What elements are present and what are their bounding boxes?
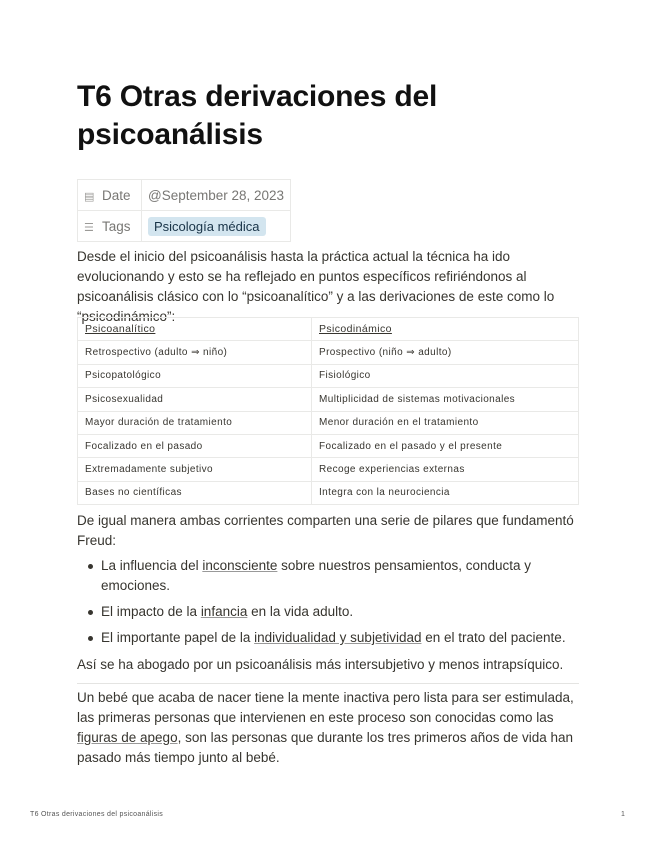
pillars-intro: De igual manera ambas corrientes comparten una serie de pilares que fundamentó Freud: bbox=[77, 513, 574, 548]
psicoanalitico-cell: Focalizado en el pasado bbox=[78, 434, 312, 457]
pillars-list bbox=[77, 556, 579, 654]
psicoanalitico-cell: Extremadamente subjetivo bbox=[78, 458, 312, 481]
tags-key bbox=[78, 211, 142, 242]
date-value[interactable]: @September 28, 2023 bbox=[142, 180, 291, 211]
list-icon: ☰ bbox=[84, 221, 94, 234]
list-item bbox=[77, 556, 579, 596]
psicoanalitico-cell: Retrospectivo (adulto ⇒ niño) bbox=[78, 341, 312, 364]
psicodinamico-cell: Prospectivo (niño ⇒ adulto) bbox=[312, 341, 579, 364]
tag-badge[interactable]: Psicología médica bbox=[148, 217, 266, 236]
psicodinamico-cell: Recoge experiencias externas bbox=[312, 458, 579, 481]
table-row bbox=[78, 458, 579, 481]
pillar-text: La influencia del bbox=[101, 558, 203, 573]
property-row-tags bbox=[78, 211, 291, 242]
psicodinamico-cell: Multiplicidad de sistemas motivacionales bbox=[312, 388, 579, 411]
tags-label: Tags bbox=[102, 218, 131, 234]
pillar-text: en la vida adulto. bbox=[247, 604, 354, 619]
tags-value bbox=[142, 211, 291, 242]
footer-title: T6 Otras derivaciones del psicoanálisis bbox=[30, 811, 164, 818]
psicodinamico-cell: Focalizado en el pasado y el presente bbox=[312, 434, 579, 457]
attachment-paragraph bbox=[77, 688, 579, 768]
psicodinamico-cell: Fisiológico bbox=[312, 364, 579, 387]
table-row bbox=[78, 434, 579, 457]
divider bbox=[77, 683, 579, 684]
pillar-link[interactable]: infancia bbox=[200, 604, 248, 619]
column-header: Psicodinámico bbox=[312, 318, 579, 341]
properties-table bbox=[77, 179, 291, 242]
pillar-text: en el trato del paciente. bbox=[421, 630, 566, 645]
psicodinamico-cell: Menor duración en el tratamiento bbox=[312, 411, 579, 434]
pillar-text: El impacto de la bbox=[101, 604, 201, 619]
paragraph-text: Un bebé que acaba de nacer tiene la mente inactiva pero lista para ser estimulada, las primeras personas que intervienen en este proceso son conocidas como las bbox=[77, 690, 574, 725]
psicodinamico-cell: Integra con la neurociencia bbox=[312, 481, 579, 504]
date-label: Date bbox=[102, 187, 131, 203]
calendar-icon: ▤ bbox=[84, 190, 95, 203]
table-row bbox=[78, 341, 579, 364]
table-row bbox=[78, 364, 579, 387]
psicoanalitico-cell: Psicosexualidad bbox=[78, 388, 312, 411]
pillar-link[interactable]: inconsciente bbox=[202, 558, 278, 573]
table-row bbox=[78, 481, 579, 504]
table-row bbox=[78, 388, 579, 411]
comparison-table bbox=[77, 317, 579, 505]
list-item bbox=[77, 602, 579, 622]
date-key bbox=[78, 180, 142, 211]
figuras-de-apego-link[interactable]: figuras de apego bbox=[77, 730, 178, 745]
psicoanalitico-cell: Mayor duración de tratamiento bbox=[78, 411, 312, 434]
pillar-text: El importante papel de la bbox=[101, 630, 255, 645]
page-title: T6 Otras derivaciones del psicoanálisis bbox=[77, 80, 438, 151]
column-header: Psicoanalítico bbox=[78, 318, 312, 341]
table-header-row bbox=[78, 318, 579, 341]
psicoanalitico-cell: Psicopatológico bbox=[78, 364, 312, 387]
table-row bbox=[78, 411, 579, 434]
conclusion-paragraph: Así se ha abogado por un psicoanálisis más intersubjetivo y menos intrapsíquico. bbox=[77, 657, 564, 672]
pillar-link[interactable]: individualidad y subjetividad bbox=[254, 630, 422, 645]
list-item bbox=[77, 628, 579, 648]
psicoanalitico-cell: Bases no científicas bbox=[78, 481, 312, 504]
property-row-date bbox=[78, 180, 291, 211]
paragraph-text: , son las personas que durante los tres primeros años de vida han pasado más tiempo junto al bebé. bbox=[77, 730, 574, 765]
intro-paragraph: Desde el inicio del psicoanálisis hasta la práctica actual la técnica ha ido evolucionando y esto se ha reflejado en puntos específicos refiriéndonos al psicoanálisis clásico con lo “psicoanalítico” y a las derivaciones de este como lo “psicodinámico”: bbox=[77, 249, 555, 324]
page-number: 1 bbox=[621, 811, 626, 818]
pillar-text: sobre nuestros pensamientos, conducta y emociones. bbox=[101, 558, 532, 593]
